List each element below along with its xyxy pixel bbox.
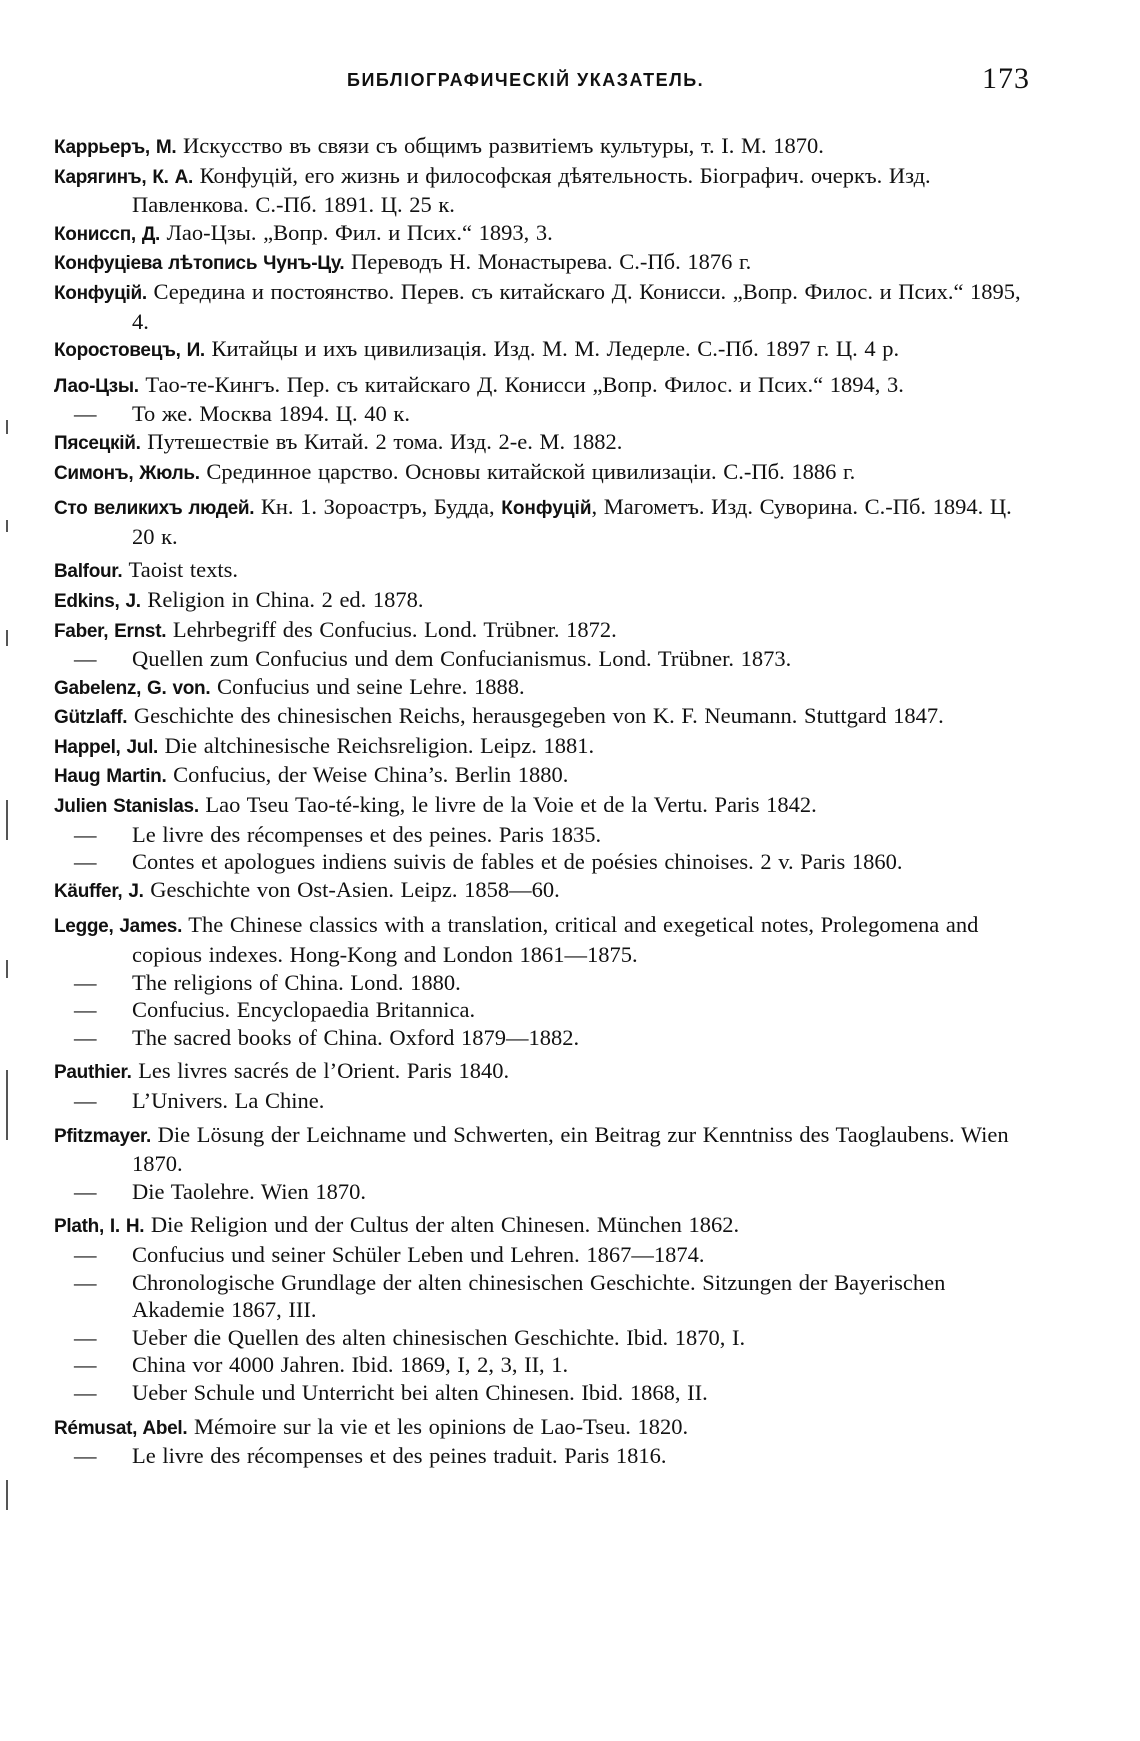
entry-text: Taoist texts. [122,557,238,583]
bibliography-entry [54,1178,1034,1206]
entry-text: Середина и постоянство. Перев. съ китайскаго Д. Конисси. „Вопр. Филос. и Псих.“ 1895, 4. [132,278,1021,334]
page-number: 173 [982,62,1030,95]
bibliography-entry [54,162,1034,219]
entry-text: Кн. 1. Зороастръ, Будда, [254,494,502,520]
ditto-dash: — [74,1088,97,1113]
entry-author: Пясецкiй. [54,432,141,454]
entry-text: Ueber Schule und Unterricht bei alten Chinesen. Ibid. 1868, II. [132,1379,708,1405]
bibliography-entry [54,219,1034,249]
ditto-dash: — [74,1443,97,1469]
entry-author: Gabelenz, G. von. [54,677,211,699]
bibliography-entry [54,1413,1034,1443]
ditto-dash: — [74,997,97,1023]
entry-text: Quellen zum Confucius und dem Confucianismus. Lond. Trübner. 1873. [132,646,792,672]
ditto-dash: — [74,1269,97,1295]
bibliography-entry [54,876,1034,906]
entry-author: Gützlaff. [54,707,128,729]
entry-text: China vor 4000 Jahren. Ibid. 1869, I, 2, 3, II, 1. [132,1352,569,1378]
bibliography-entry [54,791,1034,821]
bibliography-entry [54,132,1034,162]
ditto-dash: — [74,1379,97,1405]
bibliography-entry [54,732,1034,762]
entry-text: Geschichte von Ost-Asien. Leipz. 1858—60. [143,876,560,902]
bibliography-entry [54,556,1034,586]
entry-text: Contes et apologues indiens suivis de fables et de poésies chinoises. 2 v. Paris 1860. [132,849,903,875]
entry-text: Lao Tseu Tao-té-king, le livre de la Voie et de la Vertu. Paris 1842. [198,792,817,818]
entry-author: Pfitzmayer. [54,1125,152,1147]
bibliography-entry [54,645,1034,673]
bibliography-entry [54,371,1034,401]
ditto-dash: — [74,1324,97,1350]
bibliography-entry [54,1121,1034,1178]
entry-text: Тао-те-Кингъ. Пер. съ китайскаго Д. Конисси „Вопр. Филос. и Псих.“ 1894, 3. [138,371,904,397]
bibliography-list [54,132,1034,1470]
bibliography-entry [54,1241,1034,1269]
entry-author: Лао-Цзы. [54,375,139,397]
header-title: БИБЛIОГРАФИЧЕСКIЙ УКАЗАТЕЛЬ. [347,70,705,90]
entry-author: Balfour. [54,561,123,583]
entry-highlight: Конфуцiй [501,498,592,520]
entry-author: Rémusat, Abel. [54,1417,188,1439]
entry-text: Les livres sacrés de l’Orient. Paris 1840. [131,1058,510,1084]
bibliography-entry [54,278,1034,335]
bibliography-entry [54,969,1034,997]
entry-text: The religions of China. Lond. 1880. [132,969,461,995]
entry-author: Plath, I. H. [54,1216,145,1238]
entry-text: Chronologische Grundlage der alten chinesischen Geschichte. Sitzungen der Bayerischen Akademie 1867, III. [132,1269,946,1323]
entry-text: То же. Москва 1894. Ц. 40 к. [132,401,410,427]
entry-author: Julien Stanislas. [54,796,199,818]
entry-author: Карягинъ, К. А. [54,166,193,188]
bibliography-entry [54,1351,1034,1379]
bibliography-entry [54,493,1034,550]
entry-author: Faber, Ernst. [54,620,167,642]
bibliography-entry [54,458,1034,488]
entry-text: Geschichte des chinesischen Reichs, herausgegeben von K. F. Neumann. Stuttgard 1847. [127,703,944,729]
bibliography-entry [54,1057,1034,1087]
entry-text: Конфуцiй, его жизнь и философская дѣятельность. Бiографич. очеркъ. Изд. Павленкова. С.-Пб. 1891. Ц. 25 к. [132,162,931,218]
bibliography-entry [54,1024,1034,1052]
entry-text: Die Lösung der Leichname und Schwerten, ein Beitrag zur Kenntniss des Taoglaubens. Wien 1870. [132,1121,1009,1177]
ditto-dash: — [74,1178,97,1204]
entry-text: Mémoire sur la vie et les opinions de Lao-Tseu. 1820. [187,1413,689,1439]
ditto-dash: — [74,646,97,672]
entry-text: Die Religion und der Cultus der alten Chinesen. München 1862. [144,1212,740,1238]
running-header [330,62,1030,102]
bibliography-entry [54,616,1034,646]
entry-text: Die altchinesische Reichsreligion. Leipz. 1881. [158,732,595,758]
bibliography-entry [54,821,1034,849]
entry-text: Confucius. Encyclopaedia Britannica. [132,997,476,1023]
entry-text: Confucius und seiner Schüler Leben und Lehren. 1867—1874. [132,1241,705,1267]
entry-text: Искусство въ связи съ общимъ развитiемъ культуры, т. I. М. 1870. [176,133,824,158]
bibliography-entry [54,996,1034,1024]
entry-text: L’Univers. La Chine. [132,1088,325,1113]
entry-author: Конфуцiй. [54,282,147,304]
ditto-dash: — [74,1241,97,1267]
entry-author: Коростовецъ, И. [54,340,205,362]
bibliography-entry [54,248,1034,278]
entry-text: Срединное царство. Основы китайской цивилизацiи. С.-Пб. 1886 г. [199,458,856,484]
ditto-dash: — [74,849,97,875]
bibliography-entry [54,761,1034,791]
bibliography-entry [54,1442,1034,1470]
bibliography-entry [54,1379,1034,1407]
entry-author: Pauthier. [54,1062,132,1084]
ditto-dash: — [74,1024,97,1050]
entry-text: Ueber die Quellen des alten chinesischen Geschichte. Ibid. 1870, I. [132,1324,746,1350]
bibliography-entry [54,1269,1034,1324]
entry-text: Лао-Цзы. „Вопр. Фил. и Псих.“ 1893, 3. [160,219,553,245]
entry-author: Конфуцiева лѣтопись Чунъ-Цу. [54,253,345,275]
entry-text: Переводъ Н. Монастырева. С.-Пб. 1876 г. [344,249,752,275]
bibliography-entry [54,702,1034,732]
entry-text: Confucius, der Weise China’s. Berlin 1880. [166,762,569,788]
entry-author: Käuffer, J. [54,880,144,902]
bibliography-entry [54,1087,1034,1115]
bibliography-entry [54,1324,1034,1352]
entry-author: Кониссп, Д. [54,223,161,245]
entry-author: Haug Martin. [54,766,167,788]
ditto-dash: — [74,401,97,427]
ditto-dash: — [74,821,97,847]
entry-author: Каррьеръ, М. [54,137,177,158]
entry-text: Путешествiе въ Китай. 2 тома. Изд. 2-е. М. 1882. [140,428,623,454]
entry-text: Religion in China. 2 ed. 1878. [140,586,424,612]
entry-text: Le livre des récompenses et des peines traduit. Paris 1816. [132,1443,667,1469]
entry-text: Lehrbegriff des Confucius. Lond. Trübner. 1872. [166,616,617,642]
bibliography-entry [54,400,1034,428]
entry-text: Die Taolehre. Wien 1870. [132,1178,366,1204]
bibliography-entry [54,428,1034,458]
bibliography-entry [54,586,1034,616]
entry-author: Сто великихъ людей. [54,498,255,520]
entry-text: The Chinese classics with a translation, critical and exegetical notes, Prolegomena and copious indexes. Hong-Kong and London 1861—1875. [132,912,979,968]
bibliography-entry [54,335,1034,365]
entry-author: Happel, Jul. [54,736,159,758]
ditto-dash: — [74,969,97,995]
bibliography-entry [54,1211,1034,1241]
entry-text: The sacred books of China. Oxford 1879—1882. [132,1024,580,1050]
entry-author: Edkins, J. [54,590,141,612]
ditto-dash: — [74,1352,97,1378]
bibliography-entry [54,911,1034,968]
margin-scan-marks [6,420,10,1620]
entry-text-continued: , Магометъ. Изд. Суворина. С.-Пб. 1894. Ц. 20 к. [132,494,1012,549]
entry-text: Китайцы и ихъ цивилизацiя. Изд. М. М. Ледерле. С.-Пб. 1897 г. Ц. 4 р. [204,336,900,362]
entry-text: Confucius und seine Lehre. 1888. [210,673,525,699]
entry-author: Legge, James. [54,916,183,938]
bibliography-entry [54,848,1034,876]
entry-text: Le livre des récompenses et des peines. Paris 1835. [132,821,602,847]
bibliography-entry [54,673,1034,703]
entry-author: Симонъ, Жюль. [54,462,200,484]
